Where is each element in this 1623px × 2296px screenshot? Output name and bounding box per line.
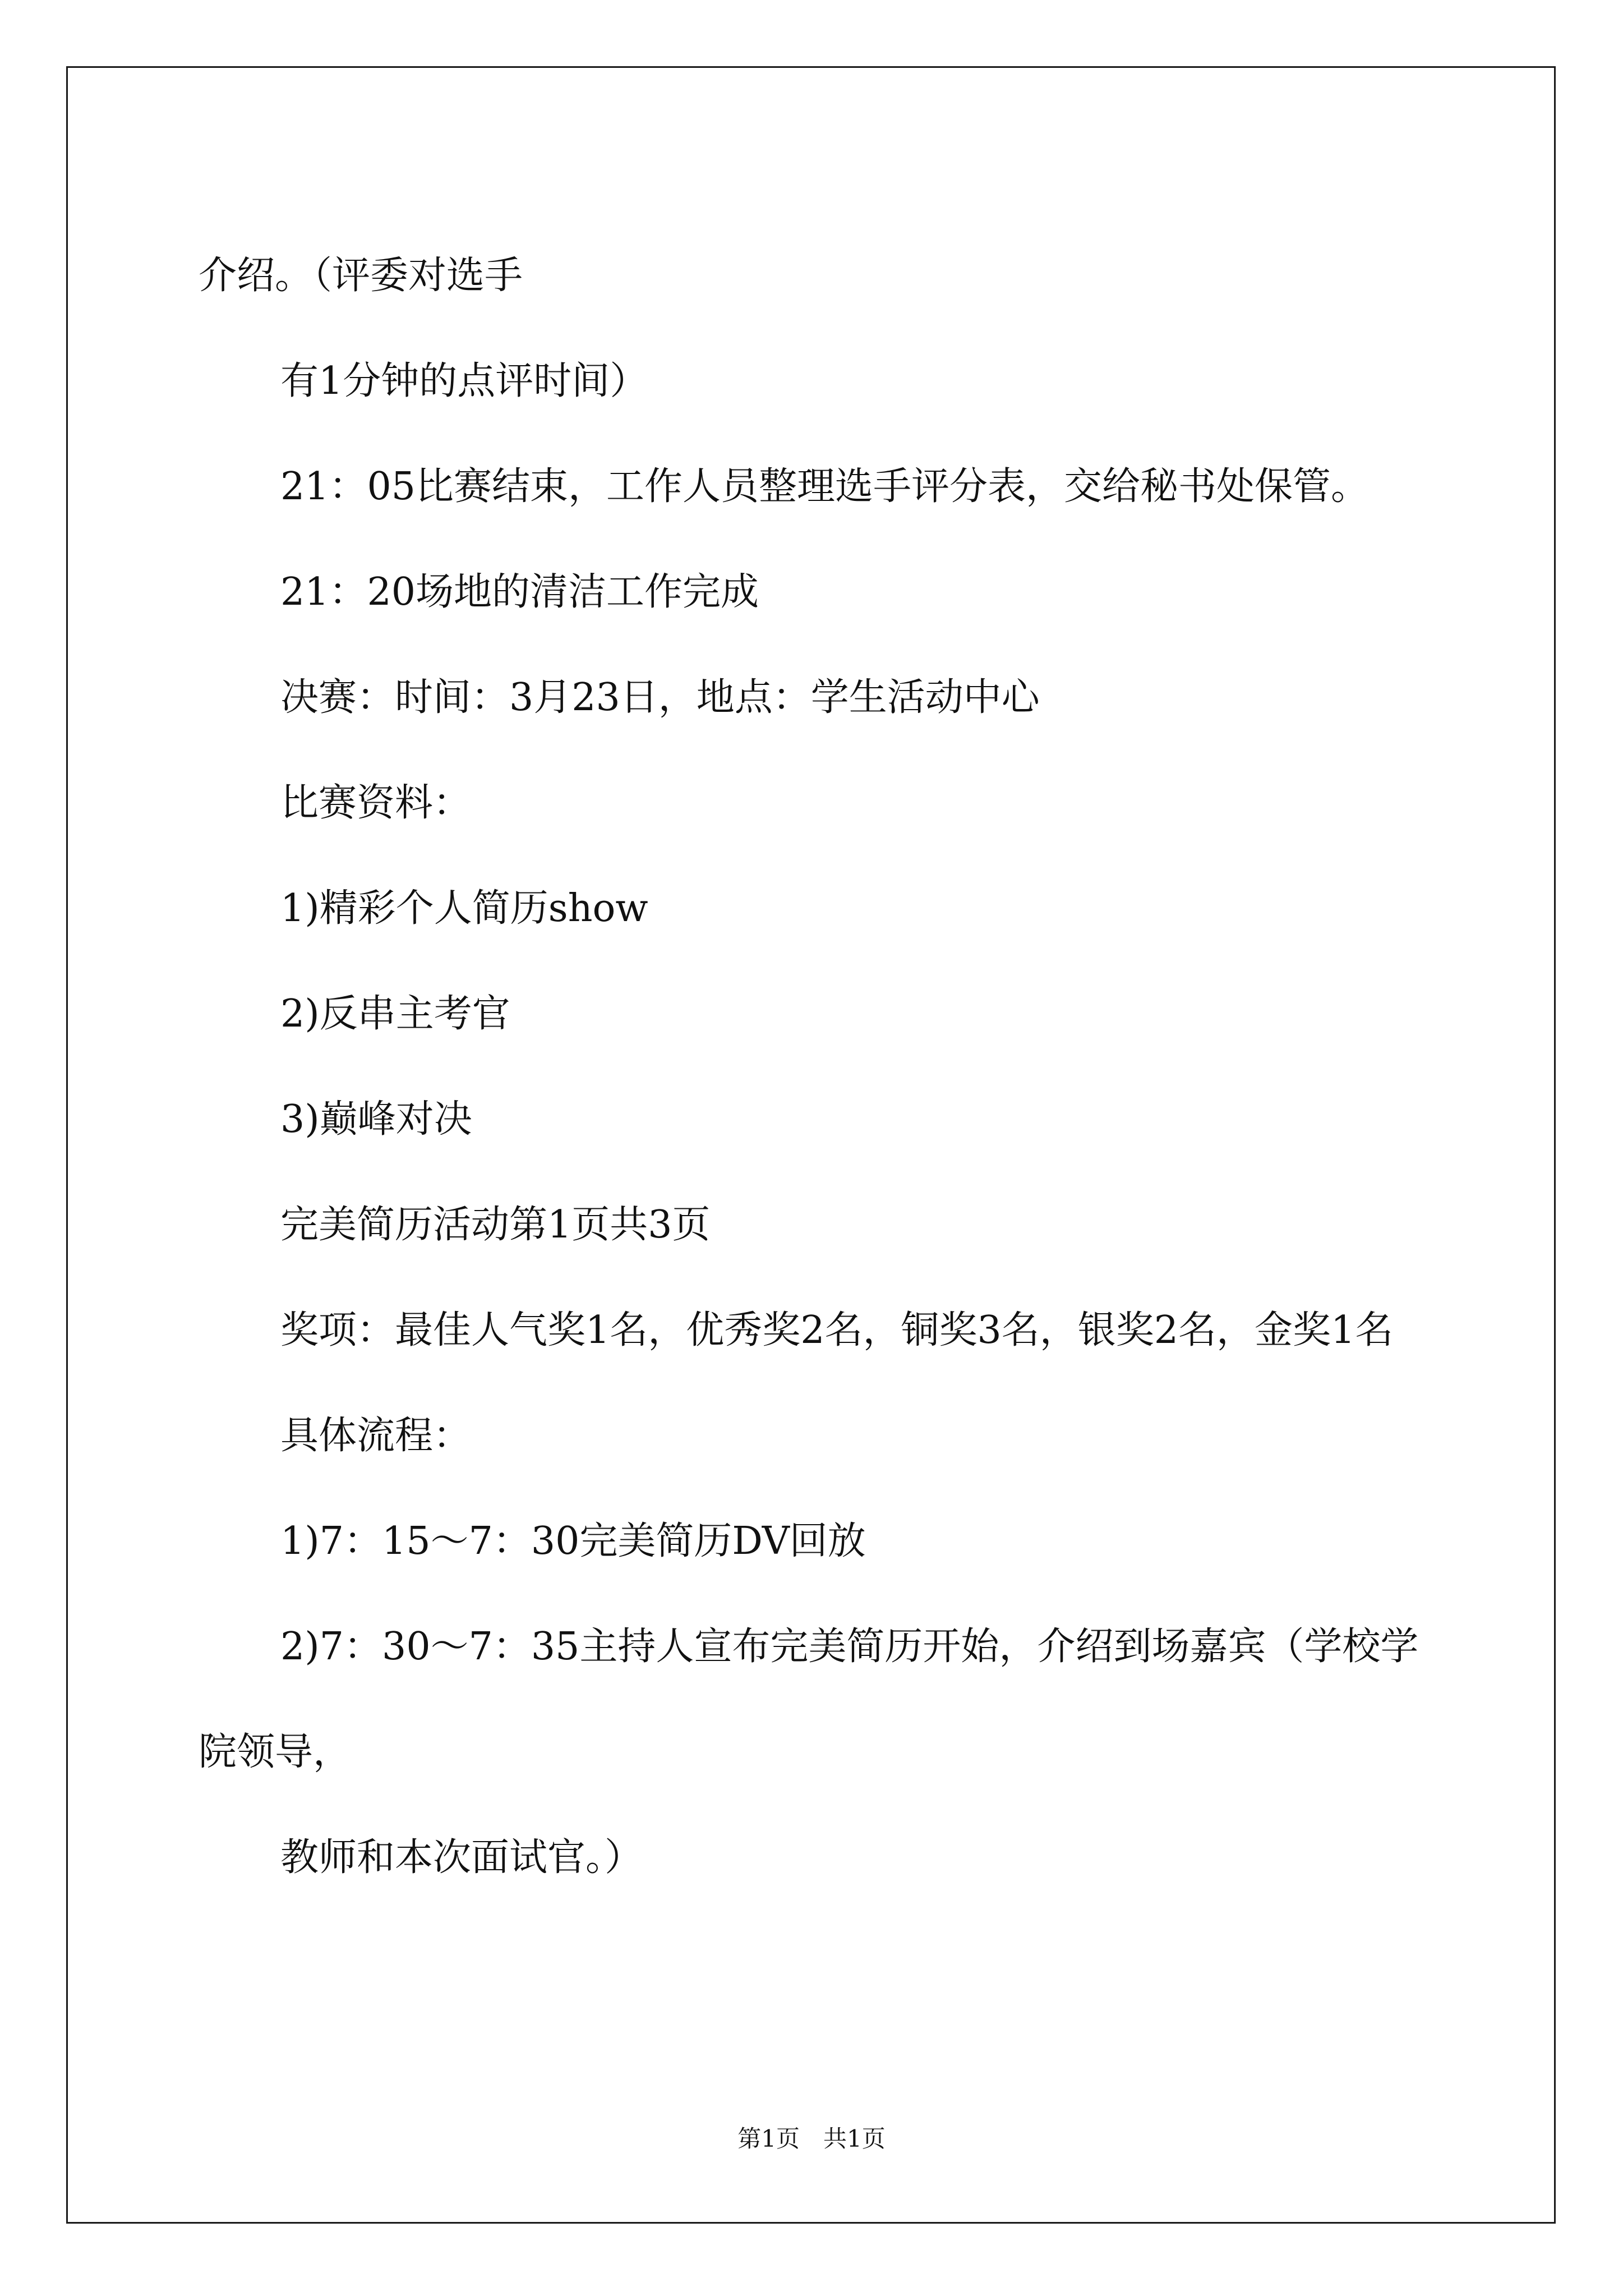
paragraph-13: 1)7：15～7：30完美简历DV回放 xyxy=(280,1519,866,1563)
paragraph-15: 教师和本次面试官。） xyxy=(280,1835,643,1880)
paragraph-10: 完美简历活动第1页共3页 xyxy=(280,1203,711,1247)
paragraph-8: 2)反串主考官 xyxy=(280,992,510,1036)
paragraph-9: 3)巅峰对决 xyxy=(280,1097,472,1142)
paragraph-12: 具体流程： xyxy=(280,1414,472,1458)
paragraph-6: 比赛资料： xyxy=(280,781,472,825)
paragraph-11: 奖项：最佳人气奖1名，优秀奖2名，铜奖3名，银奖2名，金奖1名 xyxy=(280,1308,1394,1352)
paragraph-14: 2)7：30～7：35主持人宣布完美简历开始，介绍到场嘉宾（学校学院领导， xyxy=(199,1625,1419,1774)
paragraph-7: 1)精彩个人简历show xyxy=(280,886,648,931)
paragraph-4: 21：20场地的清洁工作完成 xyxy=(280,570,759,614)
paragraph-5: 决赛：时间：3月23日，地点：学生活动中心 xyxy=(280,675,1040,720)
paragraph-1: 介绍。（评委对选手 xyxy=(199,254,523,298)
page-footer: 第1页 共1页 xyxy=(737,2125,886,2152)
paragraph-3: 21：05比赛结束，工作人员整理选手评分表，交给秘书处保管。 xyxy=(280,464,1370,509)
paragraph-2: 有1分钟的点评时间） xyxy=(280,359,648,403)
document-body xyxy=(199,223,1453,1911)
